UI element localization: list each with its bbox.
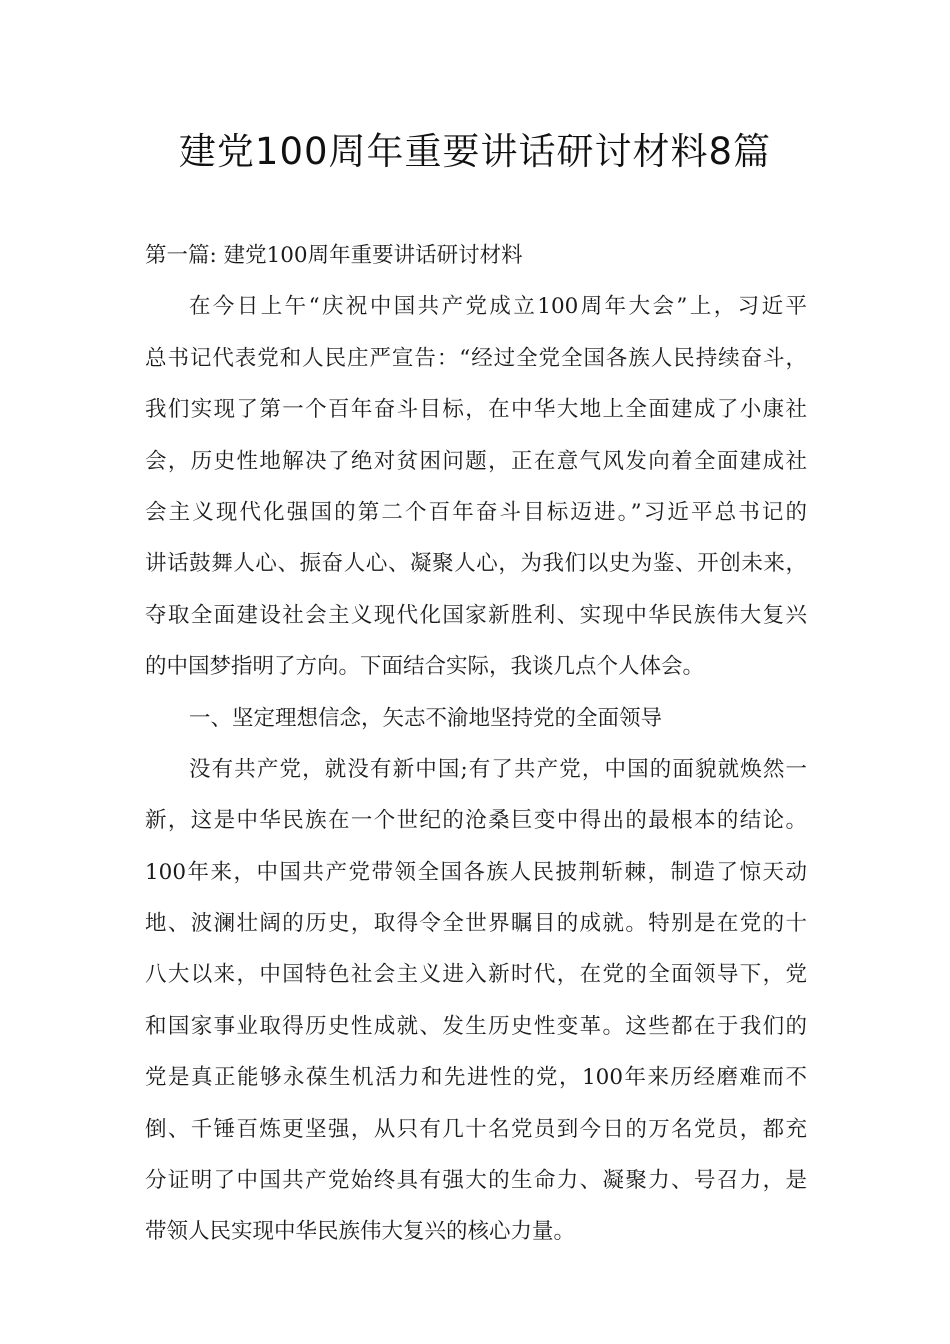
paragraph-line: 八大以来，中国特色社会主义进入新时代，在党的全面领导下，党 <box>145 962 807 988</box>
paragraph-line: 党是真正能够永葆生机活力和先进性的党，100年来历经磨难而不 <box>145 1065 807 1091</box>
paragraph-line: 的中国梦指明了方向。下面结合实际，我谈几点个人体会。 <box>145 654 705 680</box>
subheading: 一、坚定理想信念，矢志不渝地坚持党的全面领导 <box>189 705 663 731</box>
paragraph-line: 会，历史性地解决了绝对贫困问题，正在意气风发向着全面建成社 <box>145 448 807 474</box>
document-body <box>145 230 807 1258</box>
document-title: 建党100周年重要讲话研讨材料8篇 <box>178 130 772 173</box>
paragraph-line: 地、波澜壮阔的历史，取得令全世界瞩目的成就。特别是在党的十 <box>145 911 807 937</box>
paragraph-line: 分证明了中国共产党始终具有强大的生命力、凝聚力、号召力，是 <box>145 1168 807 1194</box>
paragraph-line: 新，这是中华民族在一个世纪的沧桑巨变中得出的最根本的结论。 <box>145 808 807 834</box>
paragraph-line: 带领人民实现中华民族伟大复兴的核心力量。 <box>145 1219 576 1245</box>
paragraph-line: 讲话鼓舞人心、振奋人心、凝聚人心，为我们以史为鉴、开创未来， <box>145 551 807 577</box>
paragraph-2 <box>145 744 807 1258</box>
paragraph-line: 没有共产党，就没有新中国;有了共产党，中国的面貌就焕然一 <box>189 756 807 782</box>
paragraph-line: 总书记代表党和人民庄严宣告：“经过全党全国各族人民持续奋斗， <box>145 345 807 371</box>
paragraph-line: 我们实现了第一个百年奋斗目标，在中华大地上全面建成了小康社 <box>145 397 807 423</box>
paragraph-line: 夺取全面建设社会主义现代化国家新胜利、实现中华民族伟大复兴 <box>145 602 807 628</box>
paragraph-line: 100年来，中国共产党带领全国各族人民披荆斩棘，制造了惊天动 <box>145 859 807 885</box>
paragraph-1 <box>145 281 807 692</box>
paragraph-line: 会主义现代化强国的第二个百年奋斗目标迈进。”习近平总书记的 <box>145 499 807 525</box>
paragraph-line: 倒、千锤百炼更坚强，从只有几十名党员到今日的万名党员，都充 <box>145 1116 807 1142</box>
section-heading: 第一篇: 建党100周年重要讲话研讨材料 <box>145 243 523 268</box>
paragraph-line: 和国家事业取得历史性成就、发生历史性变革。这些都在于我们的 <box>145 1013 807 1039</box>
paragraph-line: 在今日上午“庆祝中国共产党成立100周年大会”上，习近平 <box>189 294 807 320</box>
